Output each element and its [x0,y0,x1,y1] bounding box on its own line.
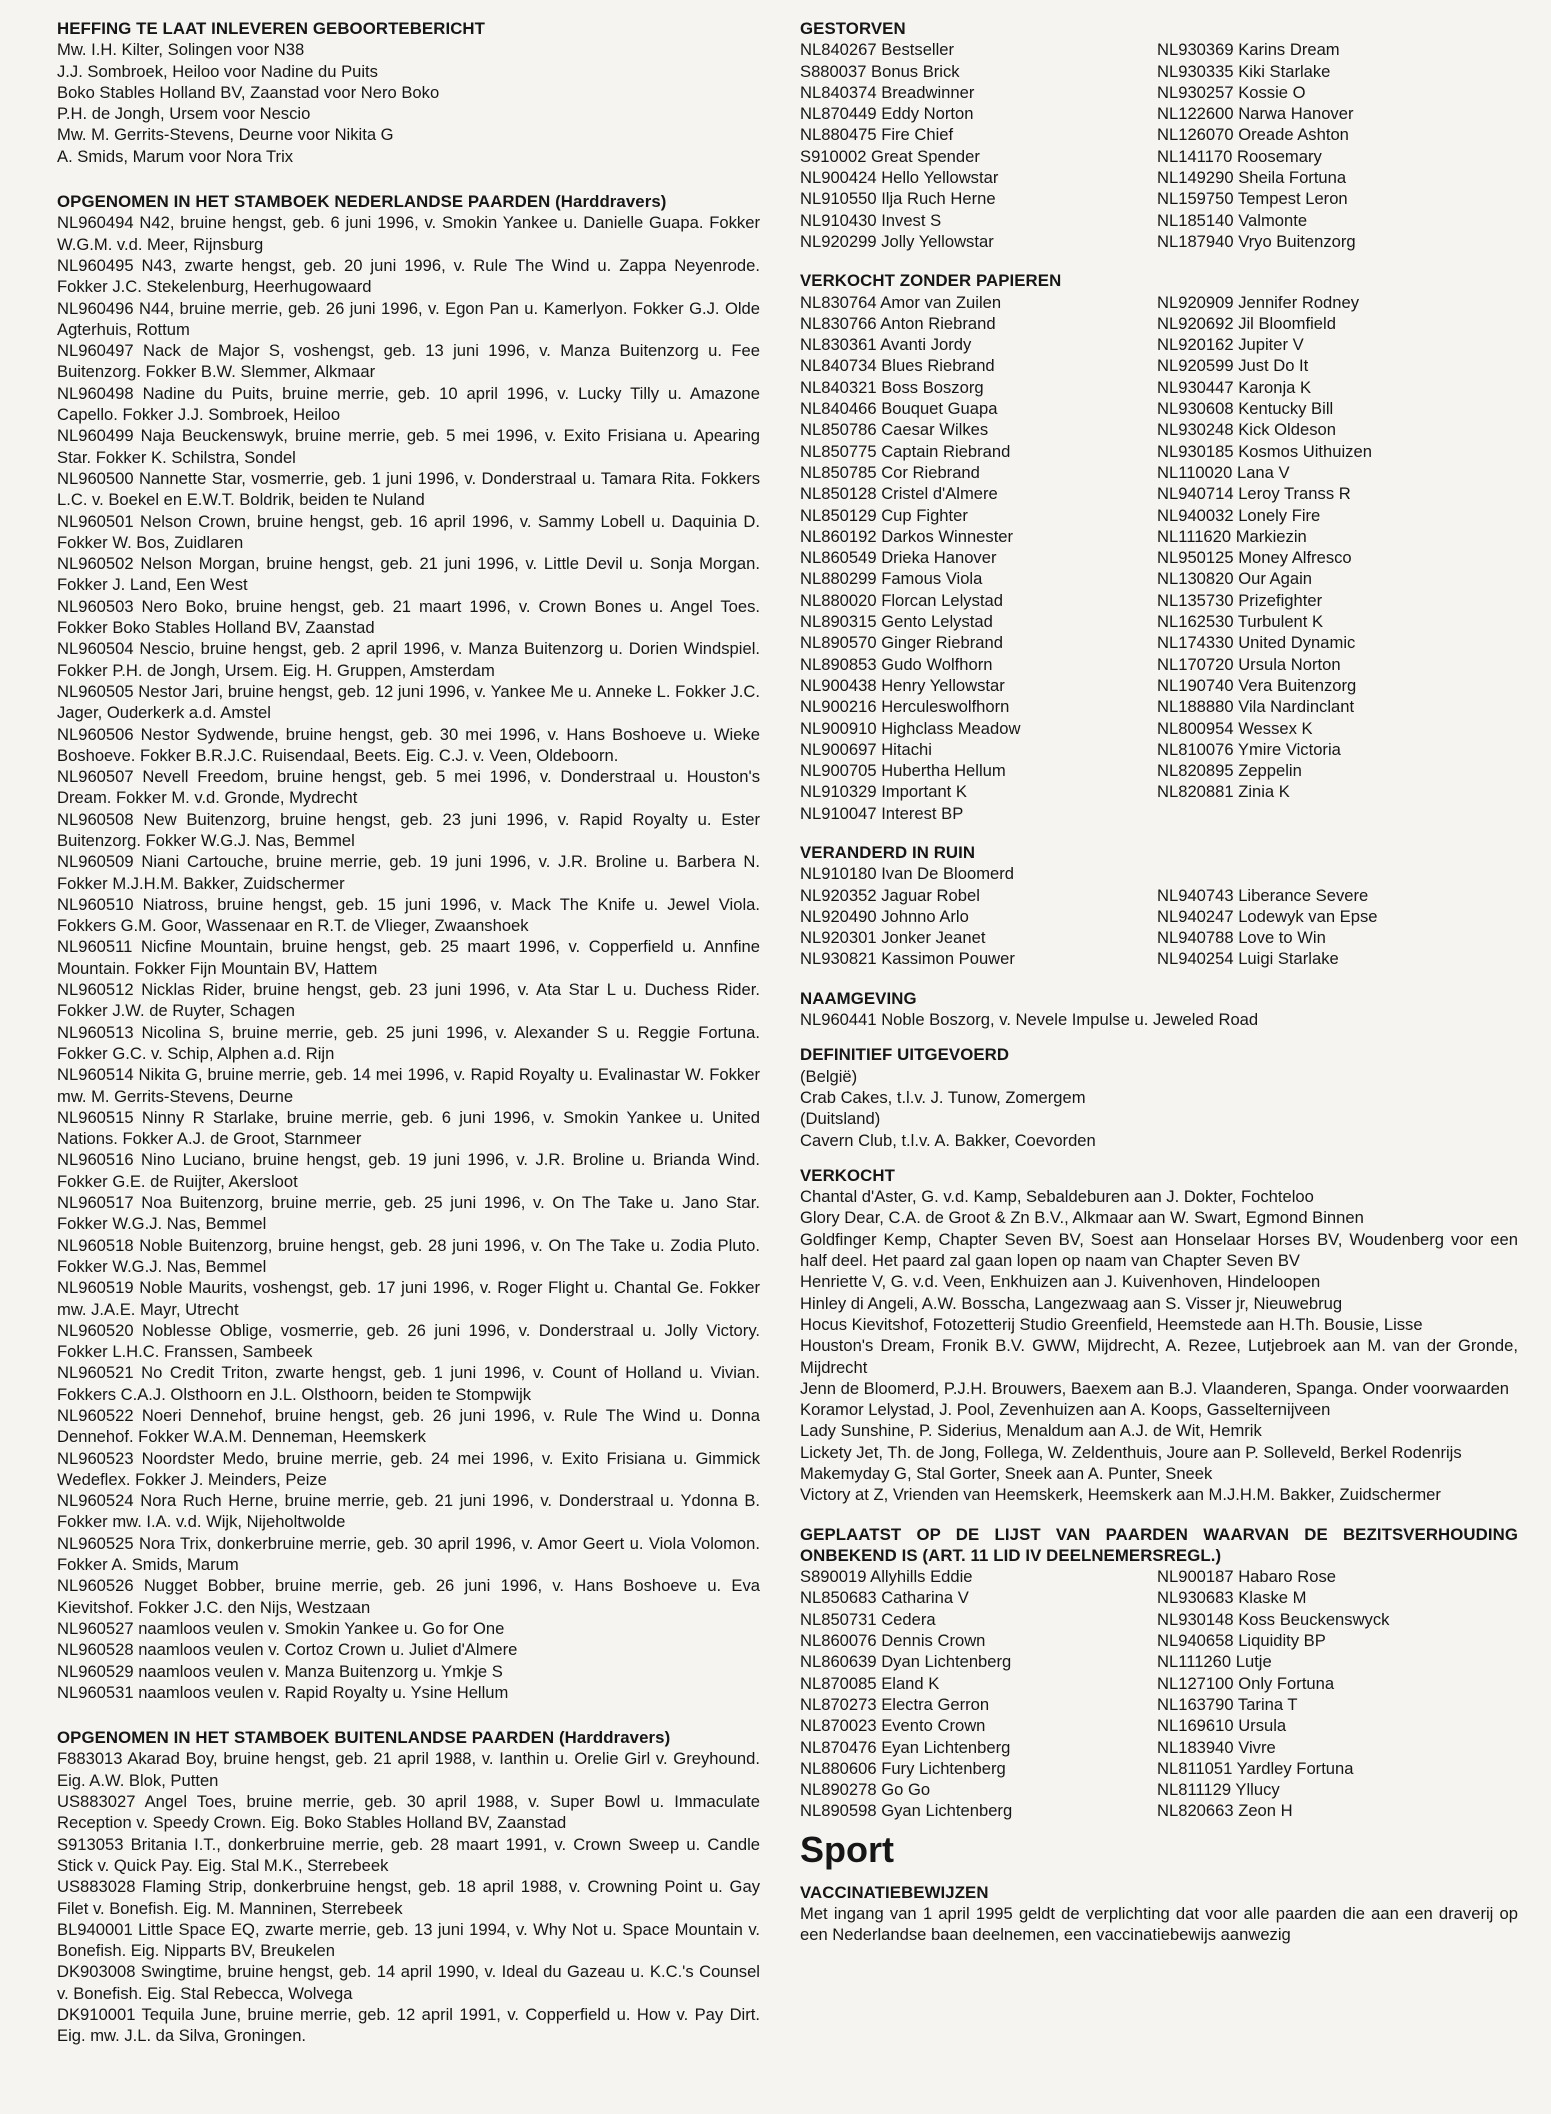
list-item: NL920301 Jonker Jeanet [800,928,986,948]
list-item: NL910329 Important K [800,782,967,802]
list-item: NL960500 Nannette Star, vosmerrie, geb. 1 juni 1996, v. Donderstraal u. Tamara Rita. Fokkers L.C. v. Boekel en E.W.T. Boldrik, beiden te Nuland [57,468,760,510]
list-item: NL930369 Karins Dream [1157,40,1340,60]
list-item: NL960510 Niatross, bruine hengst, geb. 15 juni 1996, v. Mack The Knife u. Jewel Viola. Fokkers G.M. Goor, Wassenaar en R.T. de Vlieger, Zwaanshoek [57,894,760,936]
list-item: Koramor Lelystad, J. Pool, Zevenhuizen aan A. Koops, Gasselternijveen [800,1400,1331,1420]
list-item: NL910047 Interest BP [800,803,964,823]
list-item: NL930683 Klaske M [1157,1588,1307,1608]
list-item: NL960496 N44, bruine merrie, geb. 26 juni 1996, v. Egon Pan u. Kamerlyon. Fokker G.J. Olde Agterhuis, Rottum [57,298,760,339]
list-item: NL111620 Markiezin [1157,526,1307,546]
entry-list [57,212,760,1703]
list-item: NL960524 Nora Ruch Herne, bruine merrie, geb. 21 juni 1996, v. Donderstraal u. Ydonna B. Fokker mw. I.A. v.d. Wijk, Nijeholtwolde [57,1491,760,1532]
list-item: NL960520 Noblesse Oblige, vosmerrie, geb. 26 juni 1996, v. Donderstraal u. Jolly Victory. Fokker L.H.C. Franssen, Sambeek [57,1320,760,1362]
list-item: NL890315 Gento Lelystad [800,612,993,632]
section-gestorven [800,18,1518,252]
list-item: NL930257 Kossie O [1157,82,1306,102]
list-item: NL960529 naamloos veulen v. Manza Buitenzorg u. Ymkje S [57,1661,503,1681]
list-item: NL111260 Lutje [1157,1652,1272,1672]
list-item: Crab Cakes, t.l.v. J. Tunow, Zomergem [800,1087,1086,1107]
list-item: NL900697 Hitachi [800,739,932,759]
list-item: NL900424 Hello Yellowstar [800,168,999,188]
list-item: NL149290 Sheila Fortuna [1157,168,1347,188]
list-item: NL830361 Avanti Jordy [800,335,972,355]
list-item: NL960504 Nescio, bruine hengst, geb. 2 april 1996, v. Manza Buitenzorg u. Dorien Windspiel. Fokker P.H. de Jongh, Ursem. Eig. H. Gruppen, Amsterdam [57,639,760,680]
list-item: P.H. de Jongh, Ursem voor Nescio [57,104,311,124]
list-item: NL930335 Kiki Starlake [1157,61,1331,81]
list [800,1066,1518,1151]
list-item: Makemyday G, Stal Gorter, Sneek aan A. Punter, Sneek [800,1464,1213,1483]
list-item: (België) [800,1066,858,1086]
left-column [57,18,760,2047]
list-item: S880037 Bonus Brick [800,61,960,81]
list-item: NL920162 Jupiter V [1157,335,1304,355]
list-item: NL870023 Evento Crown [800,1716,986,1736]
list-col-2 [1157,292,1518,824]
list-item: F883013 Akarad Boy, bruine hengst, geb. 21 april 1988, v. Ianthin u. Orelie Girl v. Greyhound. Eig. A.W. Blok, Putten [57,1749,760,1790]
list-item: NL940743 Liberance Severe [1157,885,1369,905]
list-item: NL960515 Ninny R Starlake, bruine merrie, geb. 6 juni 1996, v. Smokin Yankee u. United Nations. Fokker A.J. de Groot, Starnmeer [57,1107,760,1149]
list-item: NL860549 Drieka Hanover [800,548,997,568]
list-item: J.J. Sombroek, Heiloo voor Nadine du Puits [57,61,378,81]
list-item: Mw. M. Gerrits-Stevens, Deurne voor Nikita G [57,125,394,145]
list-item: NL880475 Fire Chief [800,125,954,145]
list-item: NL930447 Karonja K [1157,377,1312,397]
list-item: NL960513 Nicolina S, bruine merrie, geb. 25 juni 1996, v. Alexander S u. Reggie Fortuna. Fokker G.C. v. Schip, Alphen a.d. Rijn [57,1022,760,1063]
list-item: NL960509 Niani Cartouche, bruine merrie, geb. 19 juni 1996, v. J.R. Broline u. Barbera N. Fokker M.J.H.M. Bakker, Zuidschermer [57,852,760,893]
list-item: NL920352 Jaguar Robel [800,885,980,905]
list-item: NL960511 Nicfine Mountain, bruine hengst, geb. 25 maart 1996, v. Copperfield u. Annfine Mountain. Fokker Fijn Mountain BV, Hattem [57,937,760,978]
list-item: NL910430 Invest S [800,210,942,230]
list-item: NL930148 Koss Beuckenswyck [1157,1609,1390,1629]
list-item: NL850683 Catharina V [800,1588,969,1608]
section-title: VERKOCHT ZONDER PAPIEREN [800,271,1062,291]
list-item: NL960512 Nicklas Rider, bruine hengst, geb. 23 juni 1996, v. Ata Star L u. Duchess Rider. Fokker J.W. de Ruyter, Schagen [57,980,760,1021]
entry-list [57,1748,760,2046]
section-heffing [57,18,760,167]
section-verkocht [800,1165,1518,1506]
list-item: NL940247 Lodewyk van Epse [1157,906,1378,926]
list-item: NL960441 Noble Boszorg, v. Nevele Impulse u. Jeweled Road [800,1010,1259,1030]
two-column-list [800,863,1518,969]
list-item: Chantal d'Aster, G. v.d. Kamp, Sebaldeburen aan J. Dokter, Fochteloo [800,1187,1314,1207]
list-item: NL840466 Bouquet Guapa [800,399,998,419]
list-item: NL183940 Vivre [1157,1737,1276,1757]
list-item: NL820895 Zeppelin [1157,761,1302,781]
list-item: NL162530 Turbulent K [1157,612,1324,632]
list-item: NL135730 Prizefighter [1157,590,1323,610]
list-item: NL920299 Jolly Yellowstar [800,231,994,251]
list-item: NL122600 Narwa Hanover [1157,104,1354,124]
list-item: NL840321 Boss Boszorg [800,377,984,397]
list-item: NL127100 Only Fortuna [1157,1673,1335,1693]
list-col-2 [1157,1566,1518,1822]
list-item: S913053 Britania I.T., donkerbruine merrie, geb. 28 maart 1991, v. Crown Sweep u. Candle Stick v. Quick Pay. Eig. Stal M.K., Sterrebeek [57,1834,760,1875]
list-item: NL850785 Cor Riebrand [800,462,980,482]
list-item: NL940658 Liquidity BP [1157,1631,1326,1651]
list-item: Houston's Dream, Fronik B.V. GWW, Mijdrecht, A. Rezee, Lutjebroek aan M. van der Gronde, Mijdrecht [800,1336,1518,1377]
list-item: NL920599 Just Do It [1157,356,1309,376]
list-item: NL960506 Nestor Sydwende, bruine hengst, geb. 30 mei 1996, v. Hans Boshoeve u. Wieke Boshoeve. Fokker B.R.J.C. Ruisendaal, Beets. Eig. C.J. v. Veen, Oldeboorn. [57,724,760,765]
right-column [800,18,1518,1946]
list-item: NL830764 Amor van Zuilen [800,292,1002,312]
list-item: NL960531 naamloos veulen v. Rapid Royalty u. Ysine Hellum [57,1682,509,1702]
list-item: NL850775 Captain Riebrand [800,441,1011,461]
list-col-1 [800,863,1157,969]
list-col-2 [1157,39,1518,252]
section-title: DEFINITIEF UITGEVOERD [800,1045,1010,1065]
list-item: NL880299 Famous Viola [800,569,983,589]
section-title: GESTORVEN [800,19,906,38]
list-item: NL920909 Jennifer Rodney [1157,292,1360,312]
list-item: NL890278 Go Go [800,1780,931,1800]
list-item: NL960498 Nadine du Puits, bruine merrie, geb. 10 april 1996, v. Lucky Tilly u. Amazone Capello. Fokker J.J. Sombroek, Heiloo [57,383,760,425]
list-item: NL840267 Bestseller [800,40,955,60]
list-item: NL850786 Caesar Wilkes [800,420,989,440]
list-item: NL940254 Luigi Starlake [1157,949,1339,969]
list-item: NL126070 Oreade Ashton [1157,125,1349,145]
list-item: NL820881 Zinia K [1157,782,1290,802]
list-item: Hocus Kievitshof, Fotozetterij Studio Greenfield, Heemstede aan H.Th. Bousie, Lisse [800,1314,1423,1334]
section-opgenomen-nl [57,191,760,1703]
section-title: OPGENOMEN IN HET STAMBOEK BUITENLANDSE PAARDEN (Harddravers) [57,1728,671,1748]
list-item: NL930608 Kentucky Bill [1157,399,1334,419]
list-item: NL960522 Noeri Dennehof, bruine hengst, geb. 26 juni 1996, v. Rule The Wind u. Donna Dennehof. Fokker W.A.M. Denneman, Heemskerk [57,1406,760,1447]
section-definitief-uitgevoerd [800,1044,1518,1150]
section-title: NAAMGEVING [800,988,917,1008]
list-item: NL900187 Habaro Rose [1157,1567,1336,1587]
list-item: NL800954 Wessex K [1157,718,1313,738]
list-item: NL960514 Nikita G, bruine merrie, geb. 14 mei 1996, v. Rapid Royalty u. Evalinastar W. Fokker mw. M. Gerrits-Stevens, Deurne [57,1065,760,1106]
list-item: NL870085 Eland K [800,1673,940,1693]
list-item: NL960508 New Buitenzorg, bruine hengst, geb. 23 juni 1996, v. Rapid Royalty u. Ester Buitenzorg. Fokker W.G.J. Nas, Bemmel [57,809,760,850]
list-item: Cavern Club, t.l.v. A. Bakker, Coevorden [800,1130,1096,1150]
list-item: Victory at Z, Vrienden van Heemskerk, Heemskerk aan M.J.H.M. Bakker, Zuidschermer [800,1485,1441,1505]
list-item: Henriette V, G. v.d. Veen, Enkhuizen aan J. Kuivenhoven, Hindeloopen [800,1272,1321,1292]
list-item: NL930185 Kosmos Uithuizen [1157,441,1372,461]
list-item: NL910180 Ivan De Bloomerd [800,864,1015,884]
list-item: NL960499 Naja Beuckenswyk, bruine merrie, geb. 5 mei 1996, v. Exito Frisiana u. Apearing Star. Fokker K. Schilstra, Sondel [57,426,760,467]
list-item: NL870273 Electra Gerron [800,1694,990,1714]
list-item: NL110020 Lana V [1157,462,1290,482]
list-item: NL960525 Nora Trix, donkerbruine merrie, geb. 30 april 1996, v. Amor Geert u. Viola Volomon. Fokker A. Smids, Marum [57,1533,760,1575]
list-item: Goldfinger Kemp, Chapter Seven BV, Soest aan Honselaar Horses BV, Woudenberg voor een half deel. Het paard zal gaan lopen op naam van Chapter Seven BV [800,1229,1518,1271]
list-item: (Duitsland) [800,1109,881,1129]
section-sport [800,1828,1518,1946]
list-item: NL860639 Dyan Lichtenberg [800,1652,1012,1672]
section-opgenomen-buitenland [57,1727,760,2046]
list-item: BL940001 Little Space EQ, zwarte merrie, geb. 13 juni 1994, v. Why Not u. Space Mountain v. Bonefish. Eig. Nipparts BV, Breukelen [57,1919,760,1961]
list-item: NL860076 Dennis Crown [800,1631,986,1651]
list-item: NL174330 United Dynamic [1157,633,1356,653]
two-column-list [800,39,1518,252]
list-item: NL880020 Florcan Lelystad [800,590,1003,610]
list-item: NL190740 Vera Buitenzorg [1157,675,1357,695]
list-item: NL960494 N42, bruine hengst, geb. 6 juni 1996, v. Smokin Yankee u. Danielle Guapa. Fokker W.G.M. v.d. Meer, Rijnsburg [57,213,760,254]
section-title: OPGENOMEN IN HET STAMBOEK NEDERLANDSE PAARDEN (Harddravers) [57,192,667,212]
list-item: DK903008 Swingtime, bruine hengst, geb. 14 april 1990, v. Ideal du Gazeau u. K.C.'s Counsel v. Bonefish. Eig. Stal Rebecca, Wolvega [57,1962,760,2003]
list-item: NL920692 Jil Bloomfield [1157,313,1336,333]
list-item: NL830766 Anton Riebrand [800,313,996,333]
list [57,39,760,167]
list-item: NL960516 Nino Luciano, bruine hengst, geb. 19 juni 1996, v. J.R. Broline u. Brianda Wind. Fokker G.E. de Ruijter, Akersloot [57,1150,760,1191]
list-item: NL930821 Kassimon Pouwer [800,949,1015,969]
list-item: NL850731 Cedera [800,1609,936,1629]
list-item: NL169610 Ursula [1157,1716,1287,1736]
section-title: VERKOCHT [800,1165,895,1185]
list-col-1 [800,39,1157,252]
list-item: NL960502 Nelson Morgan, bruine hengst, geb. 21 juni 1996, v. Little Devil u. Sonja Morgan. Fokker J. Land, Een West [57,554,760,595]
sport-heading: Sport [800,1828,894,1870]
list-item: NL940788 Love to Win [1157,928,1326,948]
list-item: S890019 Allyhills Eddie [800,1567,973,1587]
list-item: NL130820 Our Again [1157,569,1312,589]
list-item: Lickety Jet, Th. de Jong, Follega, W. Zeldenthuis, Joure aan P. Solleveld, Berkel Rodenrijs [800,1442,1462,1462]
list-item: NL880606 Fury Lichtenberg [800,1758,1006,1778]
list-item: Hinley di Angeli, A.W. Bosscha, Langezwaag aan S. Visser jr, Nieuwebrug [800,1293,1343,1313]
section-title: VERANDERD IN RUIN [800,842,976,862]
list-item [1157,863,1518,884]
list-item: NL960507 Nevell Freedom, bruine hengst, geb. 5 mei 1996, v. Donderstraal u. Houston's Dream. Fokker M. v.d. Gronde, Mydrecht [57,767,760,808]
section-title: HEFFING TE LAAT INLEVEREN GEBOORTEBERICHT [57,19,485,38]
section-naamgeving [800,988,1518,1031]
list-item: NL960527 naamloos veulen v. Smokin Yankee u. Go for One [57,1618,505,1638]
section-title: GEPLAATST OP DE LIJST VAN PAARDEN WAARVAN DE BEZITSVERHOUDING ONBEKEND IS (ART. 11 LID IV DEELNEMERSREGL.) [800,1524,1518,1565]
list-item: NL900438 Henry Yellowstar [800,675,1005,695]
list-col-1 [800,1566,1157,1822]
list-item: NL850129 Cup Fighter [800,505,968,525]
list-item: NL960501 Nelson Crown, bruine hengst, geb. 16 april 1996, v. Sammy Lobell u. Daquinia D. Fokker W. Bos, Zuidlaren [57,511,760,552]
list-item: NL960526 Nugget Bobber, bruine merrie, geb. 26 juni 1996, v. Hans Boshoeve u. Eva Kievitshof. Fokker J.C. den Nijs, Westzaan [57,1576,760,1617]
list-item: NL811129 Yllucy [1157,1780,1280,1800]
list-item: Mw. I.H. Kilter, Solingen voor N38 [57,40,305,60]
list-item: NL850128 Cristel d'Almere [800,484,998,504]
list-item: Glory Dear, C.A. de Groot & Zn B.V., Alkmaar aan W. Swart, Egmond Binnen [800,1208,1364,1228]
list-item: NL940714 Leroy Transs R [1157,484,1351,504]
list-item: US883028 Flaming Strip, donkerbruine hengst, geb. 18 april 1988, v. Crowning Point u. Gay Filet v. Bonefish. Eig. M. Manninen, Sterrebeek [57,1877,760,1918]
list-item: NL960505 Nestor Jari, bruine hengst, geb. 12 juni 1996, v. Yankee Me u. Anneke L. Fokker J.C. Jager, Ouderkerk a.d. Amstel [57,681,760,723]
list-item: NL960517 Noa Buitenzorg, bruine merrie, geb. 25 juni 1996, v. On The Take u. Jano Star. Fokker W.G.J. Nas, Bemmel [57,1193,760,1234]
list [800,1009,1518,1030]
list-item: NL870449 Eddy Norton [800,104,974,124]
list-item: NL163790 Tarina T [1157,1694,1298,1714]
list-item: Boko Stables Holland BV, Zaanstad voor Nero Boko [57,82,440,102]
list-item: NL900216 Herculeswolfhorn [800,697,1010,717]
list-item: NL890570 Ginger Riebrand [800,633,1003,653]
list-item: NL960521 No Credit Triton, zwarte hengst, geb. 1 juni 1996, v. Count of Holland u. Vivian. Fokkers C.A.J. Olsthoorn en J.L. Olsthoorn, beiden te Stompwijk [57,1363,760,1404]
list-item: NL960503 Nero Boko, bruine hengst, geb. 21 maart 1996, v. Crown Bones u. Angel Toes. Fokker Boko Stables Holland BV, Zaanstad [57,596,760,638]
section-title: VACCINATIEBEWIJZEN [800,1882,989,1902]
list-item: DK910001 Tequila June, bruine merrie, geb. 12 april 1991, v. Copperfield u. How v. Pay Dirt. Eig. mw. J.L. da Silva, Groningen. [57,2005,760,2046]
list-item: NL141170 Roosemary [1157,146,1322,166]
list-item: NL187940 Vryo Buitenzorg [1157,231,1356,251]
list-item: NL810076 Ymire Victoria [1157,739,1341,759]
body-text: Met ingang van 1 april 1995 geldt de verplichting dat voor alle paarden die aan een draverij op een Nederlandse baan deelnemen, een vaccinatiebewijs aanwezig [800,1904,1518,1945]
list-item: NL890598 Gyan Lichtenberg [800,1801,1013,1821]
list-item: NL870476 Eyan Lichtenberg [800,1737,1011,1757]
list-item: NL840734 Blues Riebrand [800,356,995,376]
list-item: NL930248 Kick Oldeson [1157,420,1336,440]
list-item: US883027 Angel Toes, bruine merrie, geb. 30 april 1988, v. Super Bowl u. Immaculate Reception v. Speedy Crown. Eig. Boko Stables Holland BV, Zaanstad [57,1792,760,1833]
list-item: NL960528 naamloos veulen v. Cortoz Crown u. Juliet d'Almere [57,1640,518,1660]
entry-list [800,1186,1518,1505]
list-item: NL890853 Gudo Wolfhorn [800,654,993,674]
section-verkocht-zonder-papieren [800,270,1518,824]
list-col-2 [1157,863,1518,969]
two-column-list [800,292,1518,824]
list-item: NL840374 Breadwinner [800,82,975,102]
list-item: NL159750 Tempest Leron [1157,189,1348,209]
list-item: NL170720 Ursula Norton [1157,654,1341,674]
list-item: NL960523 Noordster Medo, bruine merrie, geb. 24 mei 1996, v. Exito Frisiana u. Gimmick Wedeflex. Fokker J. Meinders, Peize [57,1448,760,1489]
list-item: NL950125 Money Alfresco [1157,548,1352,568]
list-item: NL185140 Valmonte [1157,210,1308,230]
list-item: NL860192 Darkos Winnester [800,526,1014,546]
list-item: NL960495 N43, zwarte hengst, geb. 20 juni 1996, v. Rule The Wind u. Zappa Neyenrode. Fokker J.C. Stekelenburg, Heerhugowaard [57,255,760,297]
list-item: NL820663 Zeon H [1157,1801,1293,1821]
list-col-1 [800,292,1157,824]
section-geplaatst [800,1524,1518,1822]
two-column-list [800,1566,1518,1822]
list-item: Lady Sunshine, P. Siderius, Menaldum aan A.J. de Wit, Hemrik [800,1421,1262,1441]
section-veranderd-in-ruin [800,842,1518,970]
list-item: NL900705 Hubertha Hellum [800,761,1006,781]
list-item: Jenn de Bloomerd, P.J.H. Brouwers, Baexem aan B.J. Vlaanderen, Spanga. Onder voorwaarden [800,1378,1510,1398]
list-item: NL811051 Yardley Fortuna [1157,1758,1354,1778]
list-item: S910002 Great Spender [800,146,980,166]
list-item: NL960519 Noble Maurits, voshengst, geb. 17 juni 1996, v. Roger Flight u. Chantal Ge. Fokker mw. J.A.E. Mayr, Utrecht [57,1278,760,1319]
list-item: A. Smids, Marum voor Nora Trix [57,146,294,166]
list-item: NL960518 Noble Buitenzorg, bruine hengst, geb. 28 juni 1996, v. On The Take u. Zodia Pluto. Fokker W.G.J. Nas, Bemmel [57,1235,760,1276]
list-item: NL940032 Lonely Fire [1157,505,1321,525]
list-item: NL910550 Ilja Ruch Herne [800,189,996,209]
list-item: NL900910 Highclass Meadow [800,718,1021,738]
list-item: NL960497 Nack de Major S, voshengst, geb. 13 juni 1996, v. Manza Buitenzorg u. Fee Buitenzorg. Fokker B.W. Slemmer, Alkmaar [57,341,760,382]
list-item: NL920490 Johnno Arlo [800,906,969,926]
list-item: NL188880 Vila Nardinclant [1157,697,1355,717]
